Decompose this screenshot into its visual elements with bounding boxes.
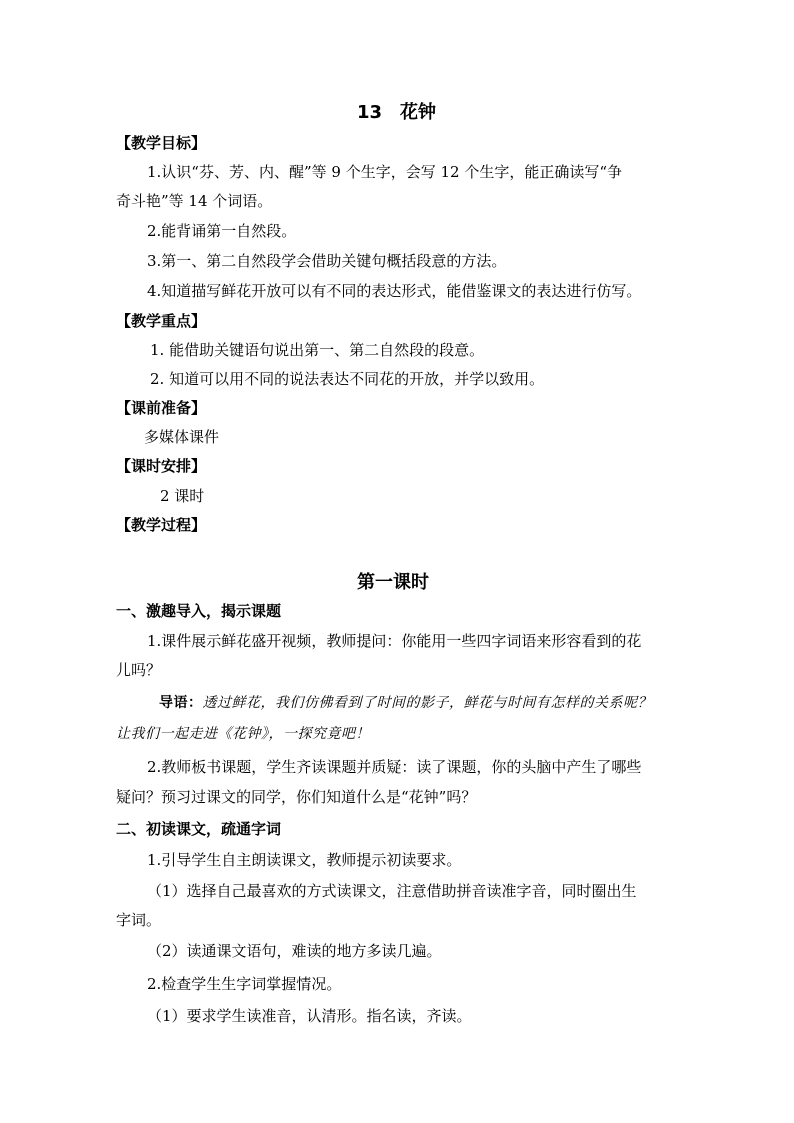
objective-4: 4.知道描写鲜花开放可以有不同的表达形式，能借鉴课文的表达进行仿写。 — [147, 282, 642, 300]
key-points-heading: 【教学重点】 — [116, 312, 207, 330]
intro-line-1 — [159, 693, 652, 713]
intro-line-2: 让我们一起走进《花钟》，一探究竟吧！ — [116, 726, 370, 742]
key-point-1: 1. 能借助关键语句说出第一、第二自然段的段意。 — [150, 341, 485, 359]
objective-2: 2.能背诵第一自然段。 — [147, 222, 297, 240]
objective-1-line-1: 1.认识“芬、芳、内、醒”等 9 个生字，会写 12 个生字，能正确读写“争 — [147, 163, 623, 181]
part-2-paragraph-1: 1.引导学生自主朗读课文，教师提示初读要求。 — [147, 851, 462, 869]
document-title: 13 花钟 — [357, 102, 437, 123]
objectives-heading: 【教学目标】 — [116, 134, 207, 152]
schedule-text: 2 课时 — [160, 487, 205, 505]
part-2-heading: 二、初读课文，疏通字词 — [116, 820, 282, 838]
part-2-paragraph-2: 2.检查学生生字词掌握情况。 — [147, 975, 342, 993]
preparation-text: 多媒体课件 — [144, 428, 220, 446]
intro-label: 导语： — [159, 695, 203, 711]
lesson-1-title: 第一课时 — [357, 572, 429, 593]
part-2-item-1a-line-2: 字词。 — [116, 911, 162, 929]
key-point-2: 2. 知道可以用不同的说法表达不同花的开放，并学以致用。 — [150, 370, 545, 388]
preparation-heading: 【课前准备】 — [116, 399, 207, 417]
objective-1-line-2: 奇斗艳”等 14 个词语。 — [116, 192, 273, 210]
part-1-heading: 一、激趣导入，揭示课题 — [116, 602, 282, 620]
part-1-paragraph-1-line-2: 儿吗？ — [116, 661, 162, 679]
process-heading: 【教学过程】 — [116, 516, 207, 534]
part-2-item-2a: （1）要求学生读准音，认清形。指名读，齐读。 — [147, 1007, 472, 1025]
schedule-heading: 【课时安排】 — [116, 457, 207, 475]
part-2-item-1b: （2）读通课文语句，难读的地方多读几遍。 — [147, 942, 442, 960]
part-1-paragraph-1-line-1: 1.课件展示鲜花盛开视频，教师提问：你能用一些四字词语来形容看到的花 — [147, 632, 642, 650]
part-1-paragraph-2-line-2: 疑问？预习过课文的同学，你们知道什么是“花钟”吗？ — [116, 788, 477, 806]
part-1-paragraph-2-line-1: 2.教师板书课题，学生齐读课题并质疑：读了课题，你的头脑中产生了哪些 — [147, 758, 642, 776]
intro-text-1: 透过鲜花，我们仿佛看到了时间的影子，鲜花与时间有怎样的关系呢？ — [202, 695, 652, 711]
objective-3: 3.第一、第二自然段学会借助关键句概括段意的方法。 — [147, 252, 507, 270]
part-2-item-1a-line-1: （1）选择自己最喜欢的方式读课文，注意借助拼音读准字音，同时圈出生 — [147, 882, 637, 900]
